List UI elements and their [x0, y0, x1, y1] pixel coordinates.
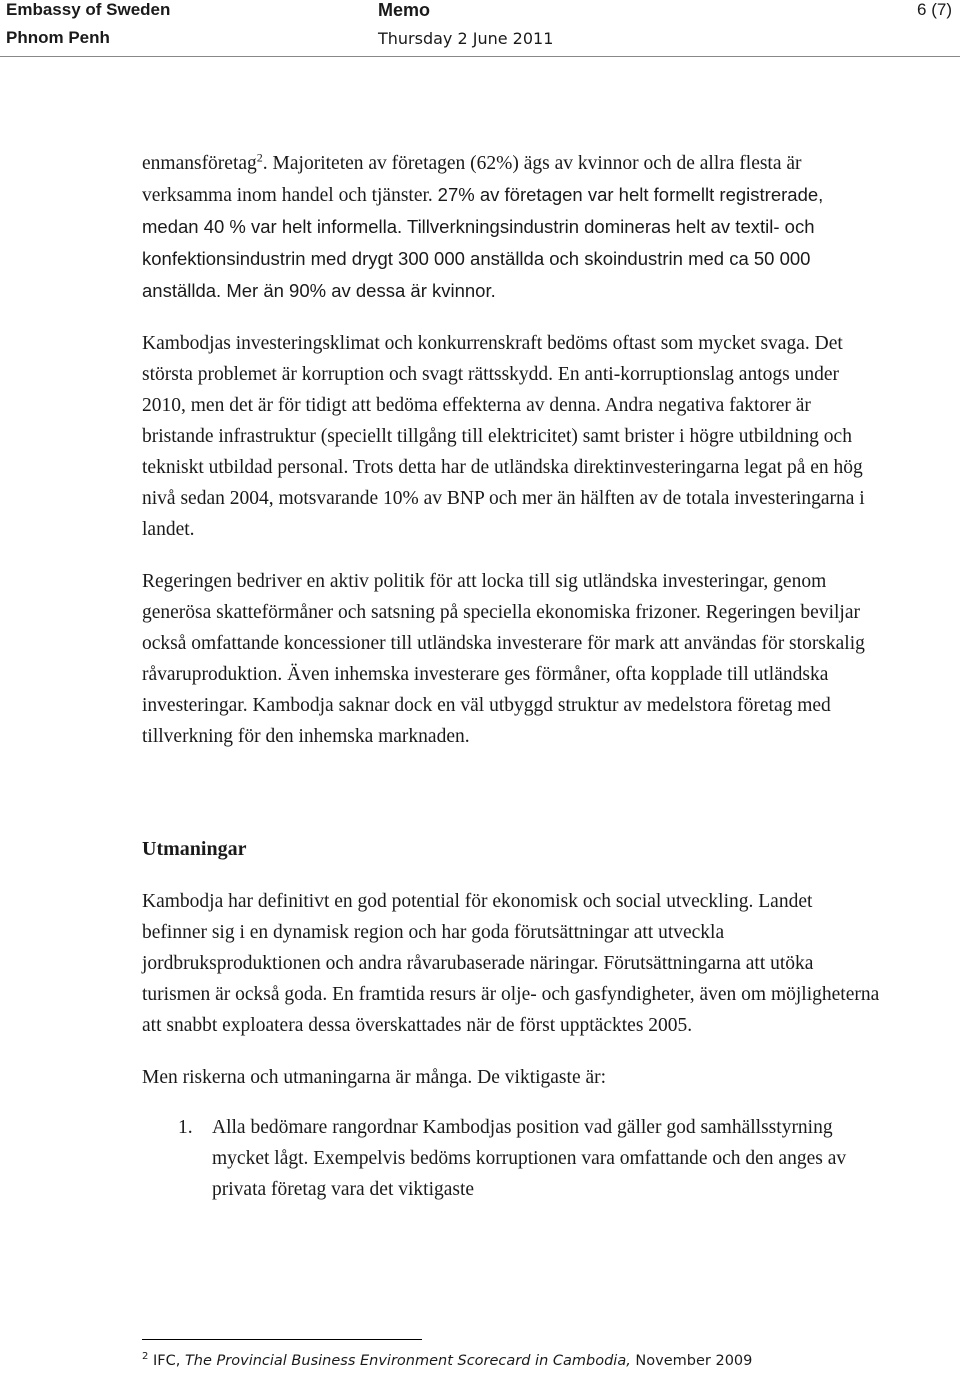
footnote-number: 2	[142, 1351, 149, 1363]
paragraph-3: Regeringen bedriver en aktiv politik för att locka till sig utländska investeringar, genom generösa skatteförmåner och satsning på speciella ekonomiska frizoner. Regeringen beviljar också omfattande koncessioner till utländska investerare för mark att användas för storskalig råvaruproduktion. Även inhemska investerare ges förmåner, ofta kopplade till utländska investeringar. Kambodja saknar dock en väl utbyggd struktur av medelstora företag med tillverkning för den inhemska marknaden.	[142, 571, 865, 747]
page-number: 6 (7)	[917, 0, 952, 19]
footnote-ref: 2	[256, 150, 263, 165]
footnote	[142, 1353, 752, 1369]
header-divider	[0, 56, 960, 57]
list-item-number: 1.	[178, 1117, 193, 1138]
footnote-separator	[142, 1339, 422, 1340]
city-name: Phnom Penh	[6, 28, 110, 47]
footnote-date: November 2009	[630, 1353, 753, 1369]
org-name: Embassy of Sweden	[6, 0, 171, 19]
document-body	[142, 148, 882, 1205]
paragraph-2: Kambodjas investeringsklimat och konkurrenskraft bedöms oftast som mycket svaga. Det största problemet är korruption och svagt rättsskydd. En anti-korruptionslag antogs under 2010, men det är för tidigt att bedöma effekterna av denna. Andra negativa faktorer är bristande infrastruktur (speciellt tillgång till elektricitet) samt brister i högre utbildning och tekniskt utbildad personal. Trots detta har de utländska direktinvesteringarna legat på en hög nivå sedan 2004, motsvarande 10% av BNP och mer än hälften av de totala investeringarna i landet.	[142, 333, 865, 540]
p1-end: 27% av företagen var helt formellt registrerade, medan 40 % var helt informella. Tillverkningsindustrin domineras helt av textil- och konfektionsindustrin med drygt 300 000 anställda och skoindustrin med ca 50 000 anställda. Mer än 90% av dessa är kvinnor.	[142, 184, 824, 301]
section-heading: Utmaningar	[142, 838, 247, 860]
list-item-text: Alla bedömare rangordnar Kambodjas position vad gäller god samhällsstyrning mycket lågt. Exempelvis bedöms korruptionen vara omfattande och den anges av privata företag vara det viktigaste	[212, 1117, 847, 1200]
paragraph-1	[142, 148, 882, 307]
list-item	[142, 1112, 882, 1205]
doc-date: Thursday 2 June 2011	[378, 29, 554, 48]
p1-middle: . Majoriteten av företagen (62%) ägs av kvinnor och de allra flesta är verksamma inom handel och tjänster.	[142, 153, 802, 206]
p1-start: enmansföretag	[142, 153, 257, 174]
numbered-list	[142, 1112, 882, 1205]
doc-type: Memo	[378, 0, 431, 20]
paragraph-4: Kambodja har definitivt en god potential för ekonomisk och social utveckling. Landet befinner sig i en dynamisk region och har goda förutsättningar att utveckla jordbruksproduktionen och andra råvarubaserade näringar. Förutsättningarna att utöka turismen är också goda. En framtida resurs är olje- och gasfyndigheter, även om möjligheterna att snabbt exploatera dessa överskattades när de först upptäcktes 2005.	[142, 891, 880, 1036]
footnote-source: IFC,	[148, 1353, 185, 1369]
page-header	[0, 0, 960, 58]
footnote-title: The Provincial Business Environment Scorecard in Cambodia,	[184, 1353, 631, 1369]
paragraph-5: Men riskerna och utmaningarna är många. De viktigaste är:	[142, 1067, 607, 1088]
